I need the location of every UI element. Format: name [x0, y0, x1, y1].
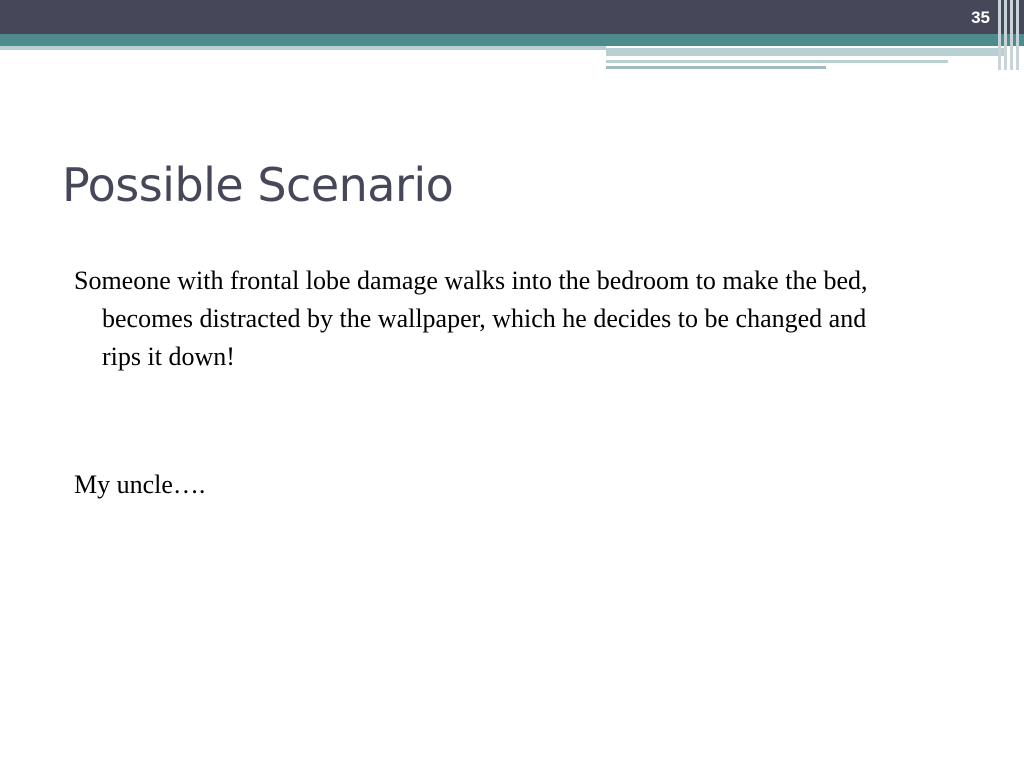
header-accent-line-short: [606, 66, 826, 69]
body-paragraph-scenario: Someone with frontal lobe damage walks into the bedroom to make the bed, becomes distracted by the wallpaper, which he decides to be changed and rips it down!: [74, 266, 868, 371]
header-dark-bar: [0, 0, 1024, 34]
slide-number: 35: [971, 8, 990, 27]
slide-body: [74, 262, 874, 504]
header-light-band-right: [606, 48, 1006, 56]
header-light-band-left: [0, 46, 606, 50]
header-teal-band: [0, 34, 1024, 46]
slide-title: Possible Scenario: [62, 158, 454, 212]
header-accent-line: [606, 60, 948, 63]
body-paragraph-uncle: My uncle….: [74, 470, 206, 499]
header-vertical-stripes: [996, 0, 1024, 70]
